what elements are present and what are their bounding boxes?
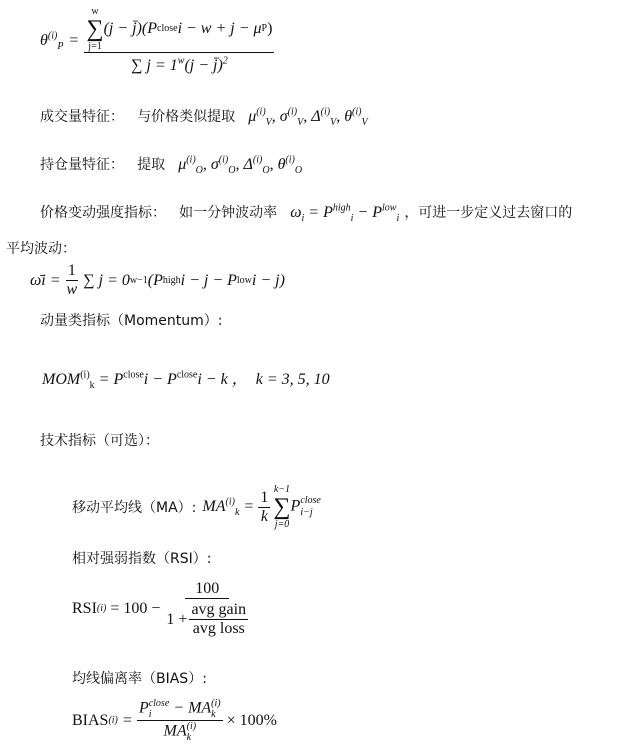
ma-lhs-text: MA (202, 498, 226, 515)
bias-eq: = (122, 711, 132, 729)
theta-sub: P (57, 40, 64, 52)
volume-formula (248, 106, 368, 129)
oi-f4: , θ (269, 156, 286, 173)
bias-num (137, 698, 223, 721)
mom-sub: k (89, 380, 95, 392)
intensity-formula (290, 202, 400, 225)
avg-vol-body2: (P (147, 271, 163, 289)
ma-lhs (202, 496, 240, 519)
avg-vol-den: w (66, 281, 78, 298)
oi-sub1: O (195, 165, 203, 177)
intensity-text: 如一分钟波动率 (179, 205, 278, 221)
volume-label: 成交量特征： (40, 109, 124, 125)
oi-sub3: O (262, 165, 270, 177)
vol-sup4: (i) (352, 106, 362, 118)
theta-numerator: w ∑ j=1 (j − j̄)(P close i − w + j − μ P ) (86, 6, 273, 52)
intensity-line2: 平均波动： (6, 241, 76, 257)
vol-sub1: V (265, 117, 272, 129)
rsi-eq: = 100 − (110, 600, 161, 617)
ma-frac-num: 1 (260, 488, 269, 506)
ma-sub: k (234, 507, 240, 519)
rsi-den-lead: 1 + (166, 610, 188, 628)
avg-vol-num: 1 (67, 262, 76, 279)
theta-p-lhs (40, 32, 63, 50)
avg-vol-body3: i − j − P (180, 271, 237, 289)
intensity-label: 价格变动强度指标： (40, 205, 166, 221)
theta-num-tail: i − w + j − μ (177, 20, 262, 37)
ma-term-sub: i−j (300, 507, 313, 518)
mom-tail: i − k ， (197, 371, 248, 388)
vol-sub4: V (361, 117, 368, 129)
ma-term (291, 495, 321, 519)
rsi-den (164, 599, 250, 638)
ma-sum-bottom: j=0 (274, 519, 290, 530)
intensity-sup2: low (381, 202, 397, 214)
mom-sup: (i) (80, 369, 90, 381)
volume-line (40, 106, 368, 129)
avg-vol-body: ∑ j = 0 (83, 271, 130, 289)
rsi-num: 100 (185, 580, 229, 599)
rsi-frac (164, 580, 250, 638)
omega-sub: i (301, 213, 305, 225)
avg-vol-formula: ω̄i = $\frac{1}{w}$ ∑ j = 0 w−1 (P high i − j − P low i − j) (30, 262, 285, 298)
vol-sub2: V (297, 117, 304, 129)
theta-num-close: ) (267, 20, 273, 37)
bias-num-b-sup: (i) (211, 698, 221, 709)
ma-frac-den: k (260, 507, 268, 525)
bias-den (162, 721, 199, 743)
oi-f2: , σ (202, 156, 219, 173)
theta-eq: = (69, 31, 79, 49)
theta-denominator (129, 53, 230, 75)
mom-lhs: MOM (42, 371, 81, 388)
ma-eq: = (244, 498, 254, 515)
momentum-formula (42, 366, 330, 392)
oi-line (40, 154, 303, 177)
theta-sup: (i) (47, 30, 58, 42)
mom-sup2: close (176, 369, 198, 381)
avg-vol-body4: i − j) (251, 271, 285, 289)
theta-den-sup: w (177, 55, 185, 67)
vol-f1: μ (248, 108, 257, 125)
oi-sup3: (i) (252, 154, 263, 166)
oi-formula (178, 154, 303, 177)
ma-label: 移动平均线（MA）: (72, 500, 197, 516)
sigma-symbol: ∑ (273, 494, 291, 520)
sigma-symbol: ∑ (86, 16, 104, 42)
avg-vol-lhs: ω̄i = (30, 271, 61, 289)
tech-label: 技术指标（可选）： (40, 433, 159, 449)
bias-num-a-sub: i (148, 709, 152, 720)
rsi-inner-frac (189, 601, 248, 638)
theta-symbol: θ (40, 31, 48, 49)
avg-vol-frac (65, 262, 80, 299)
vol-sup3: (i) (320, 106, 331, 118)
bias-formula: BIAS (i) = P close i − MA (i) k MA (i) k × 100% (72, 698, 277, 743)
vol-sub3: V (330, 117, 337, 129)
intensity-line (40, 202, 573, 225)
oi-sup1: (i) (186, 154, 196, 166)
rsi-inner-num: avg gain (191, 601, 247, 618)
theta-sum (86, 6, 103, 52)
theta-fraction (84, 6, 274, 75)
intensity-sub1: i (350, 213, 354, 225)
ma-sum-top: k−1 (273, 484, 291, 495)
ma-sup: (i) (225, 496, 235, 508)
ma-sum (273, 484, 290, 530)
intensity-tail: ，可进一步定义过去窗口的 (404, 205, 573, 221)
rsi-inner-den: avg loss (192, 620, 245, 637)
intensity-minus: − P (357, 204, 382, 221)
vol-sup1: (i) (256, 106, 266, 118)
ma-line (72, 484, 321, 530)
ma-term-sup: close (300, 495, 321, 506)
oi-sub2: O (228, 165, 236, 177)
oi-label: 持仓量特征： (40, 157, 124, 173)
bias-lhs: BIAS (72, 711, 109, 729)
theta-num-text: (j − j̄)(P (103, 20, 158, 37)
bias-tail: × 100% (226, 711, 277, 729)
volume-text: 与价格类似提取 (137, 109, 236, 125)
bias-den-text: MA (163, 722, 187, 740)
intensity-sup1: high (332, 202, 351, 214)
bias-frac (137, 698, 223, 743)
mom-k-values: k = 3, 5, 10 (255, 371, 330, 388)
omega-symbol: ω (290, 204, 302, 221)
oi-f1: μ (178, 156, 187, 173)
bias-label: 均线偏离率（BIAS）: (72, 671, 207, 687)
theta-den-tail: (j − j̄) (184, 57, 223, 74)
vol-sup2: (i) (287, 106, 298, 118)
vol-f3: , Δ (303, 108, 321, 125)
momentum-label: 动量类指标（Momentum）: (40, 313, 223, 329)
bias-num-a: P (138, 699, 149, 717)
mom-mid: i − P (143, 371, 177, 388)
intensity-sub2: i (396, 213, 400, 225)
theta-den-text: ∑ j = 1 (131, 57, 178, 74)
mom-eq: = P (98, 371, 124, 388)
bias-num-a-sup: close (148, 698, 170, 709)
rsi-lhs: RSI (72, 600, 97, 617)
vol-f4: , θ (336, 108, 353, 125)
intensity-eq: = P (308, 204, 333, 221)
oi-f3: , Δ (235, 156, 253, 173)
theta-sum-bottom: j=1 (88, 41, 102, 52)
theta-p-formula (40, 6, 274, 75)
oi-sup4: (i) (285, 154, 295, 166)
bias-num-b-sub: k (211, 709, 216, 720)
rsi-label: 相对强弱指数（RSI）: (72, 551, 212, 567)
oi-text: 提取 (137, 157, 166, 173)
vol-f2: , σ (271, 108, 288, 125)
mom-sup1: close (123, 369, 144, 381)
ma-term-text: P (290, 497, 301, 515)
bias-den-sub: k (186, 732, 192, 743)
bias-num-b: − MA (173, 699, 212, 717)
theta-den-sup2: 2 (222, 55, 228, 67)
oi-sub4: O (294, 165, 303, 177)
theta-sum-top: w (91, 6, 99, 17)
bias-den-sup: (i) (186, 721, 197, 732)
ma-frac (258, 489, 270, 526)
rsi-formula: RSI (i) = 100 − 100 1 + $\frac{\text{avg gain}}{\text{avg loss}}$ (72, 580, 250, 638)
oi-sup2: (i) (218, 154, 229, 166)
